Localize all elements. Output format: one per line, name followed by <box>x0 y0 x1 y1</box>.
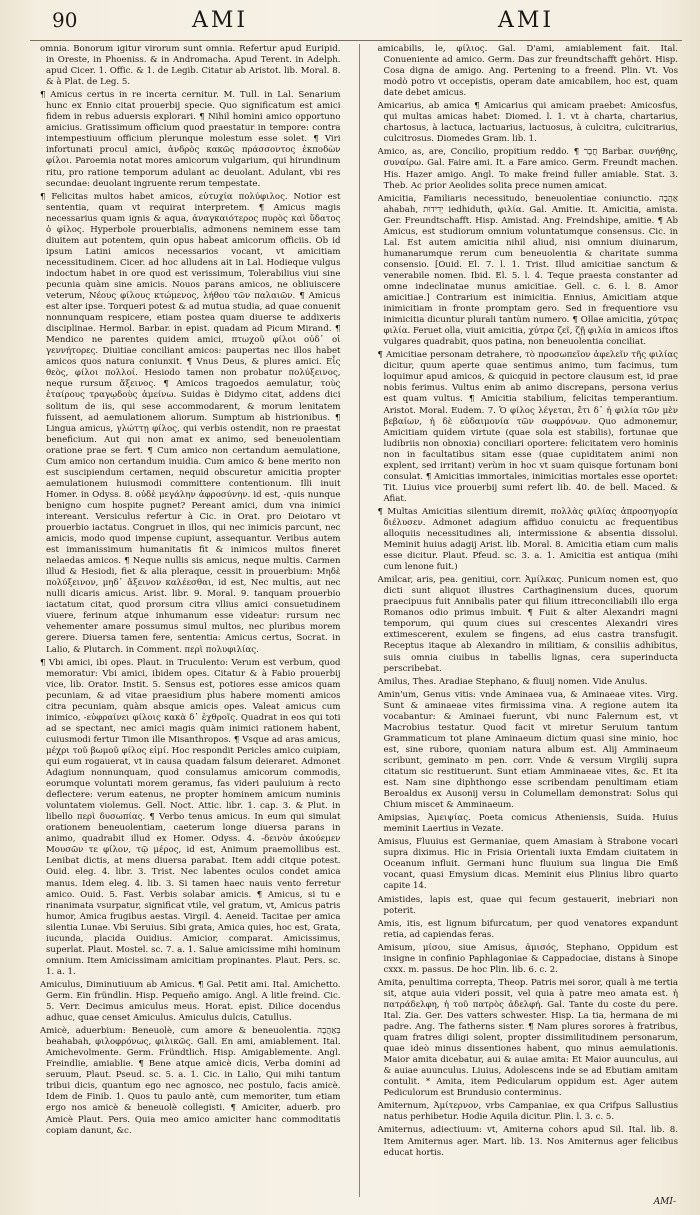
right-column <box>378 44 679 1197</box>
dictionary-entry: ¶ Amicitiae personam detrahere, τὸ προσωπεῖον ἀφελεῖν τῆς φιλίας dicitur, quum aperte quae sentimus animo, tum facimus, tum loquimur apud amicos, & quicquid in pectore clausum est, id prae nobis ferimus. Vultus enim ab animo discrepans, persona verius est quam vultus. ¶ Amicitia stabilium, felicitas temperantium. Aristot. Moral. Eudem. 7. Ὁ φίλος λέγεται, ἔτι δ᾽ ἡ φιλία τῶν μὲν βεβαίων, ἡ δὲ εὐδαιμονία τῶν σωφρόνων. Quo admonemur, Amicitiam quidem virtute (quae sola est stabilis), fortunae que ludibriis non obnoxia) conciliari oportere: felicitatem vero hominis non in facultatibus sitam esse (quae cupiditatem animi non explent, sed irritant) verùm in hoc vt suam quisque fortunam boni consulat. ¶ Amicitias immortales, inimicitias mortales esse oportet: Tit. Liuius vice prouerbij sumi refert lib. 40. de bell. Maced. & Afiat. <box>377 350 678 504</box>
dictionary-entry: Amiternum, Ἀμίτερνον, vrbs Campaniae, ex qua Crifpus Sallustius natus perhibetur. Hodie Aquila dicitur. Plin. l. 3. c. 5. <box>377 1101 678 1123</box>
right-running-head: AMI <box>498 8 555 33</box>
dictionary-entry: Amicitia, Familiaris necessitudo, beneuolentiae coniunctio. אַהֲבָה ahabah, יְדִידוּת iedhiduth, φιλία. Gal. Amitie. It. Amicitia, amista. Ger. Freundtschafft. Hisp. Amistad. Ang. Freindshipe, amitie. ¶ Ab Amicus, est studiorum omnium voluntatumque consensus. Cic. in Lal. Est autem amicitia nihil aliud, nisi omnium diuinarum, humanarumque rerum cum beneuolentia & charitate summa consensio. [Ouid. El. 7. l. 1. Trist. Illud amicitiae sanctum & venerabile nomen. Ibid. El. 5. l. 4. Teque praesta constanter ad omne indeclinatae munus amicitiae. Gell. c. 6. l. 8. Amor amicitiae.] Contrarium est inimicitia. Ennius, Amicitiam atque inimicitiam in fronte promptam gero. Sed in frequentiore vsu inimicitia dicuntur plurali tantùm numero. ¶ Ollae amicitia, χύτρας φιλία. Feruet olla, viuit amicitia, χύτρα ζεῖ, ζῇ φιλία in amicos iftos vulgares quadrabit, quos patina, non beneuolentia conciliat. <box>377 193 678 348</box>
dictionary-entry: Amicè, aduerbium: Beneuolè, cum amore & beneuolentia. בְּאַהֲבָה beahabah, φιλοφρόνως, φιλικῶς. Gall. En ami, amiablement. Ital. Amichevolmente. Germ. Fründtlich. Hisp. Amigablemente. Angl. Freindlie, amiablie. ¶ Bene atque amicè dicis, Verba domini ad seruum, Plaut. Pseud. sc. 5. a. 1. Cic. in Lalio, Qui mihi tantum tribui dicis, quantum ego nec agnosco, nec postulo, facis amicè. Idem de Finib. 1. Quos tu paulo antè, cum memoriter, tum etiam ergo nos amicè & beneuolè collegisti. ¶ Amiciter, aduerb. pro Amicè Plaut. Pers. Quia meo amico amiciter hanc commoditatis copiam danunt, &c. <box>40 1026 341 1136</box>
dictionary-entry: amicabilis, le, φίλιος. Gal. D'ami, amiablement fait. Ital. Conueniente ad amico. Germ. Das zur freundtschafft gehört. Hisp. Cosa digna de amigo. Ang. Pertening to a freend. Plin. Vt. Vos modò potro vt occepistis, operam date amicabilem, hoc est, quam date debet amicus. <box>377 44 678 99</box>
dictionary-entry: ¶ Multas Amicitias silentium diremit, πολλὰς φιλίας ἀπροσηγορία διέλυσεν. Admonet adagium affiduo conuictu ac frequentibus alloquiis necessitudines ali, intermissione & absentia dissolui. Meminit huius adagij Arist. lib. Moral. 8. Amicitia etiam cum malis esse dicitur. Plaut. Pfeud. sc. 3. a. 1. Amicitia est antiqua (mihi cum lenone fuit.) <box>377 506 678 573</box>
dictionary-entry: Amisus, Fluuius est Germaniae, quem Amasiam à Strabone vocari supra diximus. Hic in Frisia Orientali iuxta Emdam ciuitatem in Oceanum influit. Germani hunc fluuium sua lingua Die Emß vocant, quasi Emysium dicas. Meminit eius Plinius libro quarto capite 14. <box>377 837 678 892</box>
catchword: AMI- <box>653 1197 676 1207</box>
dictionary-entry: ¶ Vbi amici, ibi opes. Plaut. in Truculento: Verum est verbum, quod memoratur: Vbi amici, ibidem opes. Citatur & à Fabio prouerbij vice, lib. Orator. Instit. 5. Sensus est, potiores esse amicos quam pecuniam, & ad vitae praesidium plus habere momenti amicos citra pecuniam, quàm absque amicis opes. Valeat amicus cum inimico, -εὐφραίνει φίλοις κακὰ δ᾽ ἐχθροῖς. Quadrat in eos qui toti ad se spectant, nec amici magis quàm inimici rationem habent, cuiusmodi fertur Timon ille Misanthropos. ¶ Vsque ad aras amicus, μέχρι τοῦ βωμοῦ φίλος εἰμί. Hoc respondit Pericles amico cuipiam, qui eum rogauerat, vt in causa quadam falsum deieraret. Admonet Adagium nonnunquam, quod consulamus amicorum commodis, eorumque voluntati morem geramus, fas videri pauluium à recto deflectere: verum eatenus, ne propter hominem amicum numinis voluntatem violemus. Gell. Noct. Attic. libr. 1. cap. 3. & Plut. in libello περὶ δυσωπίας. ¶ Verbo tenus amicus. In eum qui simulat orationem beneuolentiam, caeterum longe diuersa parans in animo, quadrabit illud ex Homer. Odyss. 4. -δεινὸν ἀκούεμεν Μουσῶν τε φίλον, τῷ μέρος, id est, Animum praemollibus est. Lenibat dictis, at mens diuersa parabat. Item addi citque potest. Ouid. eleg. 4. libr. 3. Trist. Nec labentes oculos condet amica manus. Idem eleg. 4. lib. 3. Si tamen haec nauis vento ferretur amico. Ouid. 5. Fast. Verbis solabar amicis. ¶ Amicus, si tu e rinanimata vsurpatur, significat vtile, vel gratum, vt, Amicus patris humor, Amica frugibus aestas. Virgil. 4. Aeneid. Tacitae per amica silentia Lunae. Vbi Seruius. Sibi grata, Amica quies, hoc est, Grata, iucunda, placida Ouidius. Amicior, comparat. Amicissimus, superlat. Plaut. Mostel. sc. 7. a. 1. Salue amicissime mihi hominum omnium. Item Amicissimam amicitiam propinantes. Plaut. Pers. sc. 1. a. 1. <box>40 657 341 977</box>
dictionary-entry: Amis, itis, est lignum bifurcatum, per quod venatores expandunt retia, ad capiendas feras. <box>377 918 678 940</box>
dictionary-entry: Amiculus, Diminutiuum ab Amicus. ¶ Gal. Petit ami. Ital. Amichetto. Germ. Ein fründlin. Hisp. Pequeño amigo. Angl. A litle freind. Cic. 5. Verr. Decimus amiculus meus. Horat. epist. Dilice docendus adhuc, quae censet Amiculus. Amiculus dulcis, Catullus. <box>40 979 341 1024</box>
column-rule <box>359 44 360 1197</box>
dictionary-entry: ¶ Felicitas multos habet amicos, εὐτυχία πολύφιλος. Notior est sententia, quam vt requirat interpretem. ¶ Amicus magis necessarius quam ignis & aqua, ἀναγκαιότερος πυρὸς καὶ ὕδατος ὁ φίλος. Hyperbole prouerbialis, admonens neminem esse tam diuitem aut potentem, quin opus habeat amicorum officiis. Ob id ipsum Latini amicos necessarios vocant, vt amicitiam necessitudinem. Cicer. ad hoc alludens ait in Lal. Hodieque vulgus indoctum habet in ore quod est verissimum, Tolerabilius viui sine pecunia quàm sine amicis. Nouos parans amicos, ne obliuiscere veterum, Νέους φίλους κτώμενος, λήθου τῶν παλαιῶν. ¶ Amicus est alter ipse. Torqueri potest & ad mutua studia, ad quae conuenit nonnunquam respicere, etiam postea quam diuerse te addixeris disciplinae. Hermol. Barbar. in epist. quadam ad Picum Mirand. ¶ Mendico ne parentes quidem amici, πτωχοῦ φίλοι οὐδ᾽ οἱ γεννήτορες. Diuitiae conciliant amicos: paupertas nec illos habet amicos quos natura coniunxit. ¶ Vnus Deus, & plures amici. Εἷς θεὸς, φίλοι πολλοί. Hesiodo tamen non probatur πολύξεινος, neque rursum ἄξεινος. ¶ Amicos tragoedos aemulatur, τοὺς ἑταίρους τραγῳδοὺς ἀμείνω. Suidas è Didymo citat, addens dici solitum de iis, qui sese accommodarent, & morum lenitatem fuissent, ad aemulationem aliorum. Sumptum ab histrionibus. ¶ Lingua amicus, γλώττῃ φίλος, qui verbis ostendit, non re praestat beneficium. Aut qui non amat ex animo, sed beneuolentiam oratione prae se fert. ¶ Cum amico non certandum aemulatione, Cum amico non certandum inuidia. Cum amico & bene merito non est suscipiendum certamen, nequid obscuretur amicitia propter aemulationem huiusmodi committere contentionum. Illi inuit Homer. in Odyss. 8. οὐδὲ μεγάλην ἀφροσύνην. id est, -quis nunque benigno cum hospite pugnet? Pereant amici, dum vna inimici intereant. Versiculus refertur à Cic. in Orat. pro Deiotaro vt prouerbio iactatus. Congruet in illos, qui nec inimicis parcunt, nec amicis, modo quod impense cupiunt, assequantur. Veribus autem est immanissimum humanitatis fit & inimicos multos fineret nelaedas amicos. ¶ Neque nullis sis amicus, neque multis. Carmen illud & Hesiodi, fiet & alia pleraque, cessit in prouerbium: Μηδὲ πολύξεινον, μηδ᾽ ἄξεινον καλέεσθαι, id est, Nec multis, aut nec nulli dicaris amicus. Arist. libr. 9. Moral. 9. tanquam prouerbio iactatum citat, quod prorsum citra vllius amici consuetudinem viuere, ferinum atque inhumanum esse videatur: rursum nec vehementer amare possumus simul multos, nec pluribus morem gerere. Diuersa tamen fere, sententia: Amicus certus, Socrat. in Lalio, & Plutarch. in Comment. περὶ πολυφιλίας. <box>40 191 341 655</box>
dictionary-entry: Amita, penultima correpta, Theop. Patris mei soror, quali à me tertia sit, atque auia videri possit, vel quia à patre meo amata est. ἡ πατράδελφη, ἡ τοῦ πατρὸς ἀδελφή. Gal. Tante du coste du pere. Ital. Zia. Ger. Des vatters schwester. Hisp. La tia, hermana de mi padre. Ang. The fatherns sister. ¶ Nam plures sorores à fratribus, quam fratres diligi solent, propter dissimilitudinem personarum, quae ideò minus dissentiones habent, quo minus aemulationis. Maior amita dicebatur, aui & auiae amita: Et Maior auunculus, aui & auiae auunculus. Liuius, Adolescens inde se ad Ebutiam amitam contulit. * Amita, item Pedicularum oppidum est. Ager autem Pediculorum est Brundusio conterminus. <box>377 977 678 1099</box>
page-header <box>30 6 682 41</box>
dictionary-entry: Amipsias, Ἀμειψίας. Poeta comicus Atheniensis, Suida. Huius meminit Laertius in Vezate. <box>377 813 678 835</box>
dictionary-entry: Amin'um, Genus vitis: vnde Aminaea vua, & Aminaeae vites. Virg. Sunt & aminaeae vites firmissima vina. A regione autem ita vocabantur: & Aminaei fuerunt, vbi nunc Falernum est, vt Macrobius testatur. Quod facit vt miretur Seruium tantum Grammaticum tot plane Aminaeum dictum quasi sine minio, hoc est, sine rubore, quoniam natura album est. Alij Amminaeum scribunt, geminato m pen. corr. Vnde & versum Virgilij supra citatum sic restituerunt. Sunt etiam Amminaeae vites, &c. Et ita est. Nam sine diphthongo esse scribendam penultimam etiam Beroaldus ex Ausonij versu in Columellam demonstrat: Solus qui Chium miscet & Amminaeum. <box>377 689 678 811</box>
dictionary-entry: Amiternus, adiectiuum: vt, Amiterna cohors apud Sil. Ital. lib. 8. Item Amiternus ager. Mart. lib. 13. Nos Amiternus ager felicibus educat hortis. <box>377 1125 678 1158</box>
text-columns <box>40 44 678 1197</box>
left-column <box>40 44 341 1197</box>
dictionary-entry: Amistides, lapis est, quae qui fecum gestauerit, inebriari non poterit. <box>377 894 678 916</box>
dictionary-entry: omnia. Bonorum igitur virorum sunt omnia. Refertur apud Euripid. in Oreste, in Phoeniss. & in Andromacha. Apud Terent. in Adelph. apud Cicer. 1. Offic. & 1. de Legib. Citatur ab Aristot. lib. Moral. 8. & à Plat. de Leg. 5. <box>40 44 341 88</box>
dictionary-entry: Amicarius, ab amica ¶ Amicarius qui amicam praebet: Amicosfus, qui multas amicas habet: Diomed. l. 1. vt à charta, chartarius, chartosus, à lactuca, lactuarius, lactuosus, à culcitra, culcitrarius, culcitrosus. Diomedes Gram. lib. 1. <box>377 101 678 145</box>
dictionary-entry: Amilus, Thes. Aradiae Stephano, & fluuij nomen. Vide Anulus. <box>377 676 648 687</box>
dictionary-entry: Amisum, μίσου, siue Amisus, ἀμισός, Stephano, Oppidum est insigne in confinio Paphlagoniae & Cappadociae, distans à Sinope cxxx. m. passus. De hoc Plin. lib. 6. c. 2. <box>377 942 678 975</box>
dictionary-entry: ¶ Amicus certus in re incerta cernitur. M. Tull. in Lal. Senarium hunc ex Ennio citat prouerbij specie. Quo significatum est amici fidem in rebus aduersis explorari. ¶ Nihil homini amico opportuno amicius. Gratissimum officium quod praestatur in tempore: contra intempestiuum officium plerunque molestum esse solet. ¶ Viri infortunati procul amici, ἀνδρὸς κακῶς πράσσοντος ἐκποδὼν φίλοι. Paroemia notat mores amicorum vulgarium, qui hirundinum ritu, pro ratione temporum adulant ac deuolant. Adulant, vbi res secundae: deuolant ingruente rerum tempestate. <box>40 90 341 189</box>
page-number: 90 <box>52 8 78 32</box>
left-running-head: AMI <box>192 8 249 33</box>
dictionary-entry: Amilcar, aris, pea. genitiui, corr. Ἀμίλκας. Punicum nomen est, quo dicti sunt aliquot illustres Carthaginensium duces, quorum praecipuus fuit Annibalis pater qui filium ittreconciliabili illo erga Romanos odio primus imbuit. ¶ Fuit & alter Alexandri magni temporum, qui quum ciues sui crescentes Alexandri vires extimescerent, exulem se fingens, ad eius castra transfugit. Receptus itaque ab Alexandro in militiam, & consiliis adhibitus, suis omnia ciuibus in tabellis lignas, cera superinducta perscribebat. <box>377 575 678 674</box>
dictionary-entry: Amico, as, are, Concilio, propitium reddo. ¶ חֲבָר Barbar. συνήθης, συναίρω. Gal. Faire ami. It. a Fare amico. Germ. Freundt machen. His. Hazer amigo. Angl. To make freind fuller amiable. Stat. 3. Theb. Ac prior Aeolides solita prece numen amicat. <box>377 147 678 191</box>
